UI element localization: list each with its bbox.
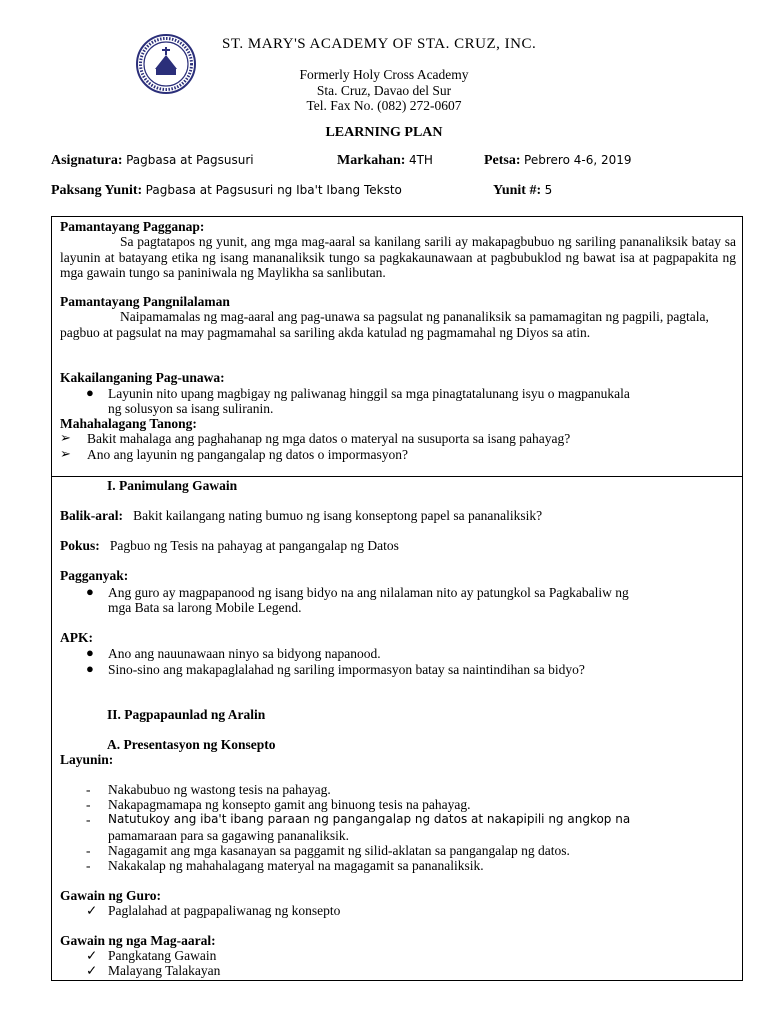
pagunawa-heading: Kakailanganing Pag-unawa:: [60, 370, 225, 385]
petsa-value: Pebrero 4-6, 2019: [524, 153, 632, 167]
layunin-5: Nakakalap ng mahahalagang materyal na magagamit sa pananaliksik.: [108, 858, 484, 873]
arrow-bullet-icon: ➢: [60, 430, 71, 445]
panimulang-heading: I. Panimulang Gawain: [107, 478, 238, 493]
pokus-label: Pokus:: [60, 538, 100, 553]
tanong-heading: Mahahalagang Tanong:: [60, 416, 197, 431]
apk-2: Sino-sino ang makapaglalahad ng sariling impormasyon batay sa naintindihan sa bidyo?: [108, 662, 585, 677]
tanong-1: Bakit mahalaga ang paghahanap ng mga datos o materyal na susuporta sa isang pahayag?: [87, 431, 571, 446]
location-line: Sta. Cruz, Davao del Sur: [316, 83, 452, 98]
yunit-value: 5: [544, 183, 553, 197]
paksa-field: [51, 183, 402, 199]
pokus-text: Pagbuo ng Tesis na pahayag at pangangalap ng Datos: [109, 538, 399, 553]
asignatura-value: Pagbasa at Pagsusuri: [126, 153, 254, 167]
tanong-2: Ano ang layunin ng pangangalap ng datos o impormasyon?: [87, 447, 408, 462]
bullet-icon: ●: [86, 645, 94, 660]
presentasyon-heading: A. Presentasyon ng Konsepto: [107, 737, 276, 752]
check-icon: ✓: [86, 948, 98, 963]
layunin-3-line1: Natutukoy ang iba't ibang paraan ng pangangalap ng datos at nakapipili ng angkop na: [108, 812, 631, 826]
guro-1: Paglalahad at pagpapaliwanag ng konsepto: [108, 903, 341, 918]
check-icon: ✓: [86, 903, 98, 918]
magaaral-2: Malayang Talakayan: [108, 963, 221, 978]
asignatura-field: [51, 153, 254, 169]
layunin-2: Nakapagmamapa ng konsepto gamit ang binuong tesis na pahayag.: [108, 797, 471, 812]
arrow-bullet-icon: ➢: [60, 446, 71, 461]
pagganyak-heading: Pagganyak:: [60, 568, 129, 583]
dash-bullet: -: [86, 812, 91, 827]
yunit-label: Yunit #:: [493, 183, 542, 198]
dash-bullet: -: [86, 797, 91, 812]
dash-bullet: -: [86, 843, 91, 858]
layunin-3-line2: pamamaraan para sa gagawing pananaliksik.: [108, 828, 350, 843]
pagunawa-item-line2: ng solusyon sa isang suliranin.: [108, 401, 274, 416]
asignatura-label: Asignatura:: [51, 153, 123, 168]
bullet-icon: ●: [86, 584, 94, 599]
magaaral-1: Pangkatang Gawain: [108, 948, 217, 963]
paksa-label: Paksang Yunit:: [51, 183, 143, 198]
guro-heading: Gawain ng Guro:: [60, 888, 162, 903]
petsa-field: [484, 153, 632, 169]
apk-heading: APK:: [60, 630, 93, 645]
pagpapaunlad-heading: II. Pagpapaunlad ng Aralin: [107, 707, 266, 722]
pagganyak-line2: mga Bata sa larong Mobile Legend.: [108, 600, 302, 615]
petsa-label: Petsa:: [484, 153, 521, 168]
telfax-line: Tel. Fax No. (082) 272-0607: [306, 98, 462, 113]
markahan-field: [337, 153, 433, 169]
pokus-row: [60, 538, 399, 554]
document-title: LEARNING PLAN: [325, 125, 443, 140]
pagganyak-line1: Ang guro ay magpapanood ng isang bidyo na ang nilalaman nito ay patungkol sa Pagkabaliw ng: [108, 585, 629, 600]
layunin-heading: Layunin:: [60, 752, 114, 767]
dash-bullet: -: [86, 858, 91, 873]
balikaral-text: Bakit kailangang nating bumuo ng isang konseptong papel sa pananaliksik?: [133, 508, 543, 523]
pagganap-text: Sa pagtatapos ng yunit, ang mga mag-aaral sa kanilang sarili ay makapagbubuo ng sariling pananaliksik batay sa layunin at batayang etika ng isang mananaliksik tungo sa pagkakaunawaan at pagbubuklod ng bawat isa at pagpapakita ng mga gawain tungo sa paniniwala ng Maylikha sa sanlibutan.: [60, 234, 736, 280]
apk-1: Ano ang nauunawaan ninyo sa bidyong napanood.: [108, 646, 381, 661]
pangnilalaman-heading: Pamantayang Pangnilalaman: [60, 294, 230, 309]
dash-bullet: -: [86, 782, 91, 797]
formerly-line: Formerly Holy Cross Academy: [299, 67, 469, 82]
markahan-label: Markahan:: [337, 153, 406, 168]
markahan-value: 4TH: [408, 153, 433, 167]
paksa-value: Pagbasa at Pagsusuri ng Iba't Ibang Teksto: [145, 183, 402, 197]
pagunawa-item-line1: Layunin nito upang magbigay ng paliwanag hinggil sa mga pinagtatalunang isyu o magpanukala: [108, 386, 630, 401]
pagganap-heading: Pamantayang Pagganap:: [60, 219, 205, 234]
layunin-1: Nakabubuo ng wastong tesis na pahayag.: [108, 782, 331, 797]
magaaral-heading: Gawain ng nga Mag-aaral:: [60, 933, 216, 948]
layunin-4: Nagagamit ang mga kasanayan sa paggamit ng silid-aklatan sa pangangalap ng datos.: [108, 843, 570, 858]
yunit-field: [493, 183, 552, 199]
school-name: ST. MARY'S ACADEMY OF STA. CRUZ, INC.: [222, 36, 537, 52]
bullet-icon: ●: [86, 661, 94, 676]
check-icon: ✓: [86, 963, 98, 978]
balikaral-row: [60, 508, 542, 524]
balikaral-label: Balik-aral:: [60, 508, 123, 523]
bullet-icon: ●: [86, 385, 94, 400]
pangnilalaman-text: Naipamamalas ng mag-aaral ang pag-unawa sa pagsulat ng pananaliksik sa pamamagitan ng pagpili, pagtala, pagbuo at pagsulat na may pagmamahal sa sariling akda katulad ng pagmamahal ng Diyos sa atin.: [60, 309, 709, 340]
